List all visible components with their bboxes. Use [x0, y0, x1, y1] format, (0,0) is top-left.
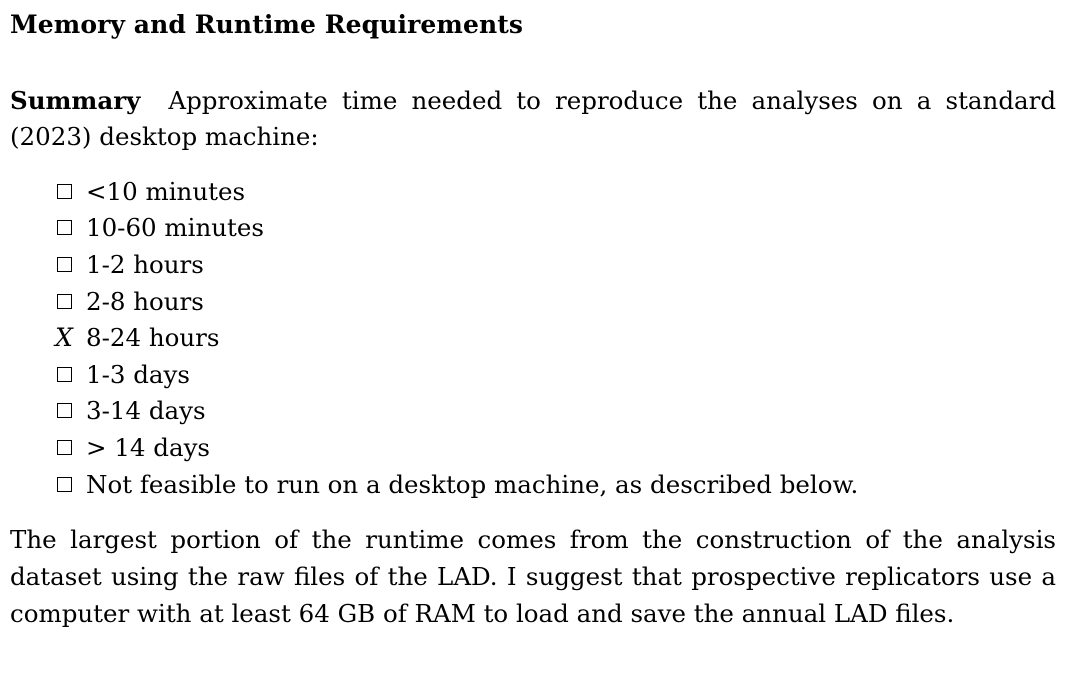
runtime-option	[46, 429, 858, 466]
checkbox-icon	[46, 367, 82, 382]
option-label: <10 minutes	[86, 176, 246, 206]
runtime-option	[46, 466, 858, 503]
summary-text: Approximate time needed to reproduce the analyses on a standard (2023) desktop machine:	[10, 86, 1056, 151]
runtime-option	[46, 283, 858, 320]
option-label: 1-2 hours	[86, 249, 204, 279]
option-label: Not feasible to run on a desktop machine, as described below.	[86, 469, 859, 499]
checkbox-icon	[46, 403, 82, 418]
option-label: 8-24 hours	[86, 323, 220, 353]
runtime-option	[46, 210, 858, 247]
option-label: 3-14 days	[86, 396, 206, 426]
section-title: Memory and Runtime Requirements	[10, 10, 524, 39]
option-label: 1-3 days	[86, 359, 190, 389]
checkbox-icon	[46, 294, 82, 309]
x-mark-icon: X	[55, 323, 73, 353]
runtime-option	[46, 393, 858, 430]
runtime-option	[46, 246, 858, 283]
runtime-option-selected	[46, 319, 858, 356]
checkbox-icon	[46, 220, 82, 235]
checkbox-icon	[46, 257, 82, 272]
summary-paragraph	[10, 83, 1056, 155]
option-label: > 14 days	[86, 432, 210, 462]
body-paragraph: The largest portion of the runtime comes from the construction of the analysis dataset using the raw files of the LAD. I suggest that prospective replicators use a computer with at least 64 GB of RAM to load and save the annual LAD files.	[10, 525, 1056, 628]
checkbox-icon	[46, 477, 82, 492]
checkbox-icon	[46, 440, 82, 455]
runtime-option	[46, 173, 858, 210]
summary-label: Summary	[10, 86, 141, 115]
option-label: 10-60 minutes	[86, 213, 264, 243]
runtime-options-list	[46, 173, 858, 502]
checkbox-icon	[46, 184, 82, 199]
option-label: 2-8 hours	[86, 286, 204, 316]
runtime-option	[46, 356, 858, 393]
